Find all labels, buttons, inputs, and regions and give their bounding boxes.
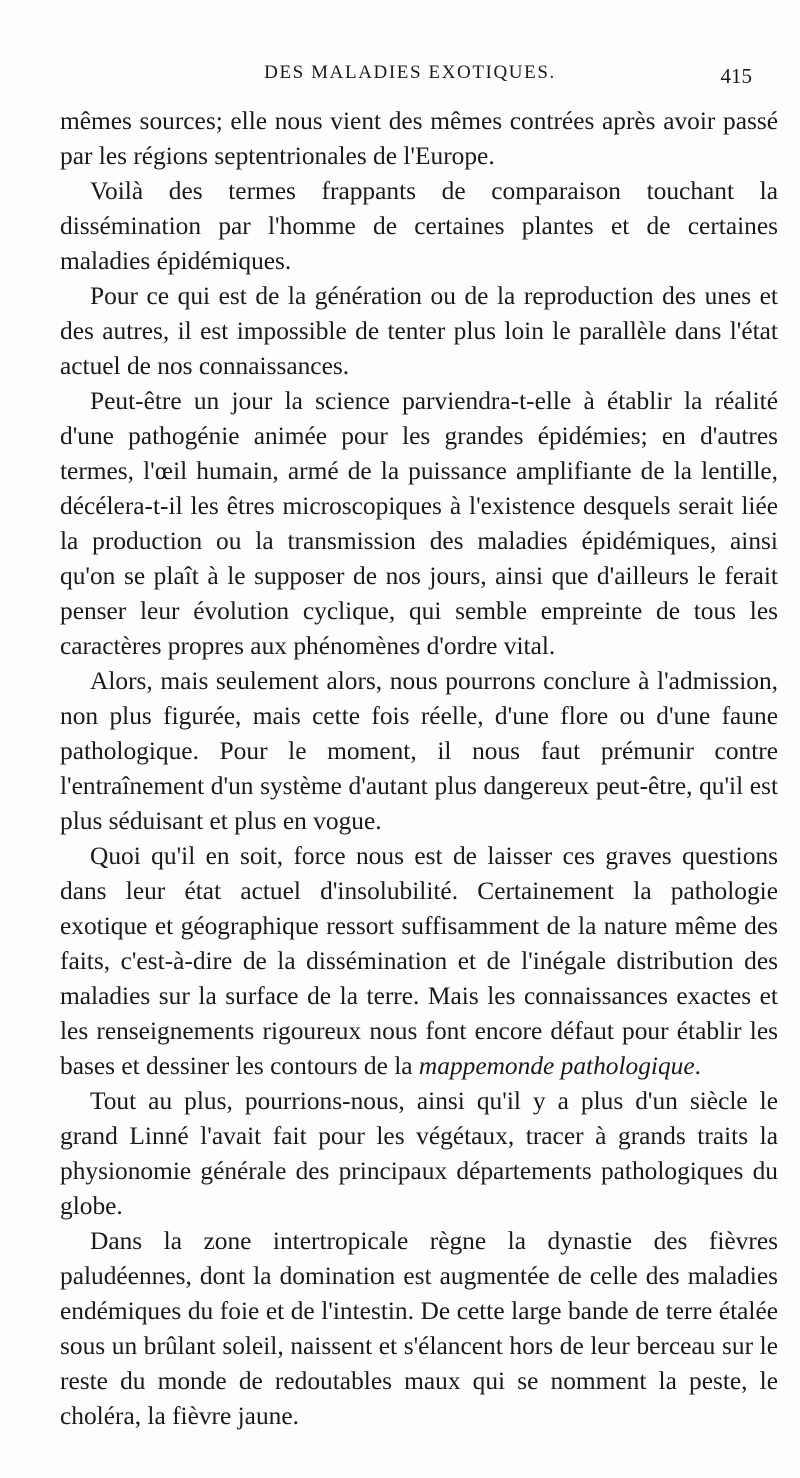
paragraph: Voilà des termes frappants de comparaison touchant la dissémination par l'homme de certaines plantes et de certaines maladies épidémiques. bbox=[60, 177, 778, 275]
paragraph: Dans la zone intertropicale règne la dynastie des fièvres paludéennes, dont la domination est augmentée de celle des maladies endémiques du foie et de l'intestin. De cette large bande de terre étalée sous un brûlant soleil, naissent et s'élancent hors de leur berceau sur le reste du monde de redoutables maux qui se nomment la peste, le choléra, la fièvre jaune. bbox=[60, 1227, 778, 1430]
page-number: 415 bbox=[720, 64, 752, 88]
emphasized-term: mappemonde pathologique bbox=[418, 1052, 695, 1080]
paragraph: Alors, mais seulement alors, nous pourrons conclure à l'admission, non plus figurée, mais cette fois réelle, d'une flore ou d'une faune pathologique. Pour le moment, il nous faut prémunir contre l'entraînement d'un système d'autant plus dangereux peut-être, qu'il est plus séduisant et plus en vogue. bbox=[60, 667, 778, 835]
paragraph: Peut-être un jour la science parviendra-t-elle à établir la réalité d'une pathogénie animée pour les grandes épidémies; en d'autres termes, l'œil humain, armé de la puissance amplifiante de la lentille, décélera-t-il les êtres microscopiques à l'existence desquels serait liée la production ou la transmission des maladies épidémiques, ainsi qu'on se plaît à le supposer de nos jours, ainsi que d'ailleurs le ferait penser leur évolution cyclique, qui semble empreinte de tous les caractères propres aux phénomènes d'ordre vital. bbox=[60, 387, 778, 660]
running-head bbox=[60, 62, 760, 92]
paragraph: Tout au plus, pourrions-nous, ainsi qu'il y a plus d'un siècle le grand Linné l'avait fait pour les végétaux, tracer à grands traits la physionomie générale des principaux départements pathologiques du globe. bbox=[60, 1087, 778, 1220]
paragraph-text: . bbox=[694, 1052, 701, 1080]
body-text bbox=[60, 104, 778, 1434]
paragraph: mêmes sources; elle nous vient des mêmes contrées après avoir passé par les régions septentrionales de l'Europe. bbox=[60, 107, 778, 170]
running-title: DES MALADIES EXOTIQUES. bbox=[264, 62, 556, 83]
paragraph bbox=[60, 839, 778, 1084]
paragraph-text: Quoi qu'il en soit, force nous est de laisser ces graves questions dans leur état actuel d'insolubilité. Certainement la pathologie exotique et géographique ressort suffisamment de la nature même des faits, c'est-à-dire de la dissémination et de l'inégale distribution des maladies sur la surface de la terre. Mais les connaissances exactes et les renseignements rigoureux nous font encore défaut pour établir les bases et dessiner les contours de la bbox=[60, 842, 778, 1080]
paragraph: Pour ce qui est de la génération ou de la reproduction des unes et des autres, il est impossible de tenter plus loin le parallèle dans l'état actuel de nos connaissances. bbox=[60, 282, 778, 380]
